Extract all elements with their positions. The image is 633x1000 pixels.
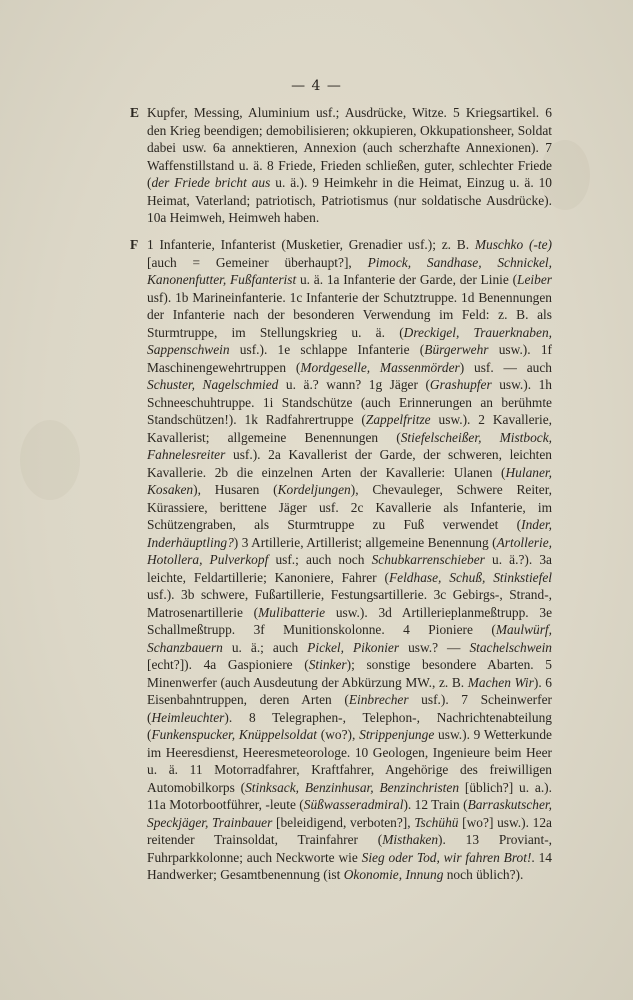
italic-term: Kordeljungen bbox=[277, 482, 351, 497]
paper-stain bbox=[20, 420, 80, 500]
text-run: ). 13 Proviant-, Fuhrparkkolonne; auch Neckworte wie bbox=[147, 832, 552, 865]
section-f bbox=[130, 236, 553, 884]
text-run: ). 8 Telegraphen-, Telephon-, Nachrichtenabteilung ( bbox=[147, 709, 552, 742]
text-run: ). 12 Train ( bbox=[403, 797, 468, 812]
italic-term: Feldhase, Schuß, Stinkstiefel bbox=[388, 569, 552, 585]
text-run: [echt?]). 4a Gaspioniere ( bbox=[147, 657, 309, 672]
italic-term: Muschko (-te) bbox=[474, 237, 552, 252]
italic-term: Grashupfer bbox=[429, 377, 492, 392]
text-run: . 14 Handwerker; Gesamtbenennung (ist bbox=[147, 849, 552, 882]
italic-term: Süßwasseradmiral bbox=[303, 797, 404, 812]
italic-term: Schuster, Nagelschmied bbox=[147, 377, 279, 392]
page-number: — 4 — bbox=[291, 78, 342, 94]
text-run: ). 6 Eisenbahntruppen, deren Arten ( bbox=[147, 674, 552, 707]
italic-term: Strippenjunge bbox=[359, 727, 435, 742]
text-run: noch üblich?). bbox=[443, 867, 524, 882]
italic-term: Mordgeselle, Massenmörder bbox=[300, 359, 460, 375]
text-run: usw.). 3d Artillerieplanmeßtrupp. 3e Schallmeßtrupp. 3f Munitionskolonne. 4 Pioniere ( bbox=[147, 604, 553, 637]
italic-term: Leiber bbox=[517, 272, 552, 287]
text-run: usf.). 2a Kavallerist der Garde, der schweren, leichten Kavallerie. 2b die einzelnen Arten der Kavallerie: Ulanen ( bbox=[147, 447, 552, 480]
text-run: [üblich?] u. a.). 11a Motorbootführer, -leute ( bbox=[147, 779, 552, 812]
text-run: usf.; auch noch bbox=[268, 552, 372, 567]
italic-term: Stiefelscheißer, Mistbock, Fahnelesreiter bbox=[147, 429, 552, 462]
italic-term: Mulibatterie bbox=[258, 604, 326, 620]
text-run: usf). 1b Marineinfanterie. 1c Infanterie der Schutztruppe. 1d Benennungen der Infanterie nach der besonderen Verwendung im Feld: z. B. als Sturmtruppe, im Stellungskrieg u. ä. ( bbox=[147, 289, 552, 340]
text-run: [auch = Gemeiner überhaupt?], bbox=[147, 254, 368, 270]
text-run: u. ä.?). 3a leichte, Feldartillerie; Kanoniere, Fahrer ( bbox=[147, 552, 552, 585]
italic-term: Tschühü bbox=[414, 814, 459, 830]
italic-term: Inder, Inderhäuptling? bbox=[147, 517, 552, 550]
italic-term: Maulwürf, Schanzbauern bbox=[147, 622, 552, 655]
text-run: u. ä. 1a Infanterie der Garde, der Linie ( bbox=[296, 272, 518, 287]
italic-term: Sieg oder Tod, wir fahren Brot! bbox=[361, 849, 532, 865]
text-run: usf.). 1e schlappe Infanterie ( bbox=[229, 342, 425, 357]
italic-term: Stachelschwein bbox=[469, 639, 552, 655]
text-run: ) 3 Artillerie, Artillerist; allgemeine Benennung ( bbox=[233, 534, 497, 550]
text-run: usf.). 7 Scheinwerfer ( bbox=[147, 692, 552, 725]
text-run: u. ä.). 9 Heimkehr in die Heimat, Einzug u. ä. 10 Heimat, Vaterland; patriotisch, Patriotismus (nur soldatische Ausdrücke). 10a Heimweh, Heimweh haben. bbox=[147, 175, 552, 225]
text-run: usw.). 2 Kavallerie, Kavallerist; allgemeine Benennungen ( bbox=[147, 412, 552, 445]
italic-term: der Friede bricht aus bbox=[151, 175, 271, 190]
text-run: ); sonstige besondere Abarten. 5 Minenwerfer (auch Ausdeutung der Abkürzung MW., z. B. bbox=[147, 657, 552, 690]
italic-term: Artollerie, Hotollera, Pulverkopf bbox=[147, 534, 552, 567]
text-run: ) usf. — auch bbox=[459, 359, 552, 375]
text-run: usw.). 9 Wetterkunde im Heeresdienst, Heeresmeteorologe. 10 Geologen, Ingenieure beim Heer u. ä. 11 Motorradfahrer, Kraftfahrer, Angehörige des freiwilligen Automobilkorps ( bbox=[147, 727, 552, 795]
section-text bbox=[147, 236, 552, 884]
text-run: u. ä.? wann? 1g Jäger ( bbox=[278, 377, 430, 392]
italic-term: Pimock, Sandhase, Schnickel, Kanonenfutter, Fußfanterist bbox=[147, 254, 552, 287]
section-e bbox=[130, 104, 552, 227]
italic-term: Stinker bbox=[308, 657, 347, 672]
italic-term: Einbrecher bbox=[348, 692, 409, 707]
text-run: [beleidigend, verboten?], bbox=[272, 814, 415, 830]
text-run: usf.). 3b schwere, Fußartillerie, Festungsartillerie. 3c Gebirgs-, Strand-, Matrosenartillerie ( bbox=[147, 587, 552, 620]
text-run: [wo?] usw.). 12a reitender Trainsoldat, Trainfahrer ( bbox=[147, 814, 552, 847]
italic-term: Barraskutscher, Speckjäger, Trainbauer bbox=[147, 797, 552, 830]
text-run: usw.? — bbox=[399, 639, 470, 655]
section-text bbox=[147, 104, 552, 227]
text-run: ), Husaren ( bbox=[193, 482, 278, 497]
text-run: ), Chevauleger, Schwere Reiter, Kürassiere, berittene Jäger usf. 2c Kavallerie als Infanterie, im Schützengraben, als Sturmtruppe zu Fuß verwendet ( bbox=[147, 482, 552, 532]
text-run: usw.). 1h Schneeschuhtruppe. 1i Standschütze (auch Erinnerungen an berühmte Standschützen!). 1k Radfahrertruppe ( bbox=[147, 377, 552, 427]
italic-term: Bürgerwehr bbox=[424, 342, 489, 357]
italic-term: Hulaner, Kosaken bbox=[147, 464, 552, 497]
text-run: usw.). 1f Maschinengewehrtruppen ( bbox=[147, 342, 552, 375]
italic-term: Machen Wir bbox=[467, 674, 534, 690]
italic-term: Misthaken bbox=[382, 832, 439, 847]
italic-term: Pickel, Pikonier bbox=[307, 639, 400, 655]
italic-term: Stinksack, Benzinhusar, Benzinchristen bbox=[245, 779, 460, 795]
section-marker: E bbox=[130, 105, 140, 120]
section-marker: F bbox=[130, 237, 139, 252]
italic-term: Dreckigel, Trauerknaben, Sappenschwein bbox=[147, 324, 552, 357]
italic-term: Funkenspucker, Knüppelsoldat bbox=[151, 727, 318, 742]
italic-term: Heimleuchter bbox=[151, 709, 225, 725]
text-run: (wo?), bbox=[317, 727, 360, 742]
text-run: u. ä.; auch bbox=[222, 639, 308, 655]
italic-term: Zappelfritze bbox=[365, 412, 431, 427]
text-run: Kupfer, Messing, Aluminium usf.; Ausdrücke, Witze. 5 Kriegsartikel. 6 den Krieg beendigen; demobilisieren; okkupieren, Okkupationsheer, Soldat dabei usw. 6a annektieren, Annexion (auch scherzhafte Annexionen). 7 Waffenstillstand u. ä. 8 Friede, Frieden schließen, guter, schlechter Friede ( bbox=[147, 105, 552, 190]
text-run: 1 Infanterie, Infanterist (Musketier, Grenadier usf.); z. B. bbox=[147, 237, 475, 252]
italic-term: Schubkarrenschieber bbox=[371, 552, 485, 567]
italic-term: Okonomie, Innung bbox=[343, 867, 444, 882]
